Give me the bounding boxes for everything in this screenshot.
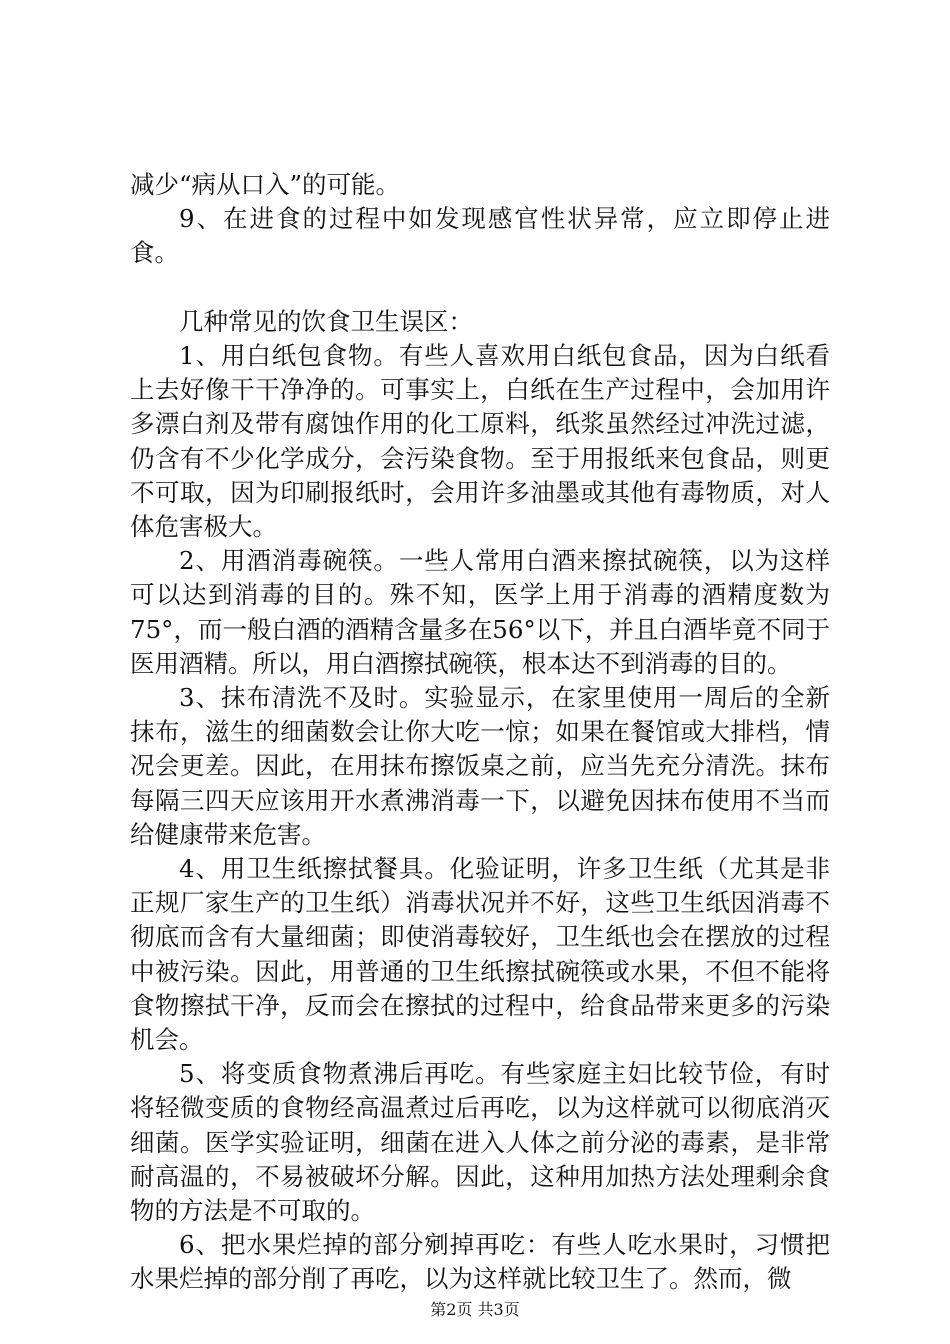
paragraph-misconception-1: 1、用白纸包食物。有些人喜欢用白纸包食品，因为白纸看上去好像干干净净的。可事实上，白纸在生产过程中，会加用许多漂白剂及带有腐蚀作用的化工原料，纸浆虽然经过冲洗过滤，仍含有不少化学成分，会污染食物。至于用报纸来包食品，则更不可取，因为印刷报纸时，会用许多油墨或其他有毒物质，对人体危害极大。 (130, 341, 830, 542)
paragraph-misconception-2: 2、用酒消毒碗筷。一些人常用白酒来擦拭碗筷，以为这样可以达到消毒的目的。殊不知，医学上用于消毒的酒精度数为75°，而一般白酒的酒精含量多在56°以下，并且白酒毕竟不同于医用酒精。所以，用白酒擦拭碗筷，根本达不到消毒的目的。 (130, 546, 830, 678)
paragraph-continuation: 减少“病从口入”的可能。 (130, 170, 401, 199)
page-footer: 第2页 共3页 (430, 1300, 520, 1319)
section-heading: 几种常见的饮食卫生误区： (179, 306, 473, 336)
document-body (130, 168, 830, 1297)
paragraph-misconception-4: 4、用卫生纸擦拭餐具。化验证明，许多卫生纸（尤其是非正规厂家生产的卫生纸）消毒状况并不好，这些卫生纸因消毒不彻底而含有大量细菌；即使消毒较好，卫生纸也会在摆放的过程中被污染。因此，用普通的卫生纸擦拭碗筷或水果，不但不能将食物擦拭干净，反而会在擦拭的过程中，给食品带来更多的污染机会。 (130, 854, 830, 1055)
paragraph-misconception-5: 5、将变质食物煮沸后再吃。有些家庭主妇比较节俭，有时将轻微变质的食物经高温煮过后再吃，以为这样就可以彻底消灭细菌。医学实验证明，细菌在进入人体之前分泌的毒素，是非常耐高温的，不易被破坏分解。因此，这种用加热方法处理剩余食物的方法是不可取的。 (130, 1059, 830, 1226)
paragraph-misconception-6: 6、把水果烂掉的部分剜掉再吃：有些人吃水果时，习惯把水果烂掉的部分削了再吃，以为这样就比较卫生了。然而，微 (130, 1230, 830, 1294)
paragraph-item-9: 9、在进食的过程中如发现感官性状异常，应立即停止进食。 (130, 204, 830, 268)
paragraph-misconception-3: 3、抹布清洗不及时。实验显示，在家里使用一周后的全新抹布，滋生的细菌数会让你大吃一惊；如果在餐馆或大排档，情况会更差。因此，在用抹布擦饭桌之前，应当先充分清洗。抹布每隔三四天应该用开水煮沸消毒一下，以避免因抹布使用不当而给健康带来危害。 (130, 683, 830, 849)
